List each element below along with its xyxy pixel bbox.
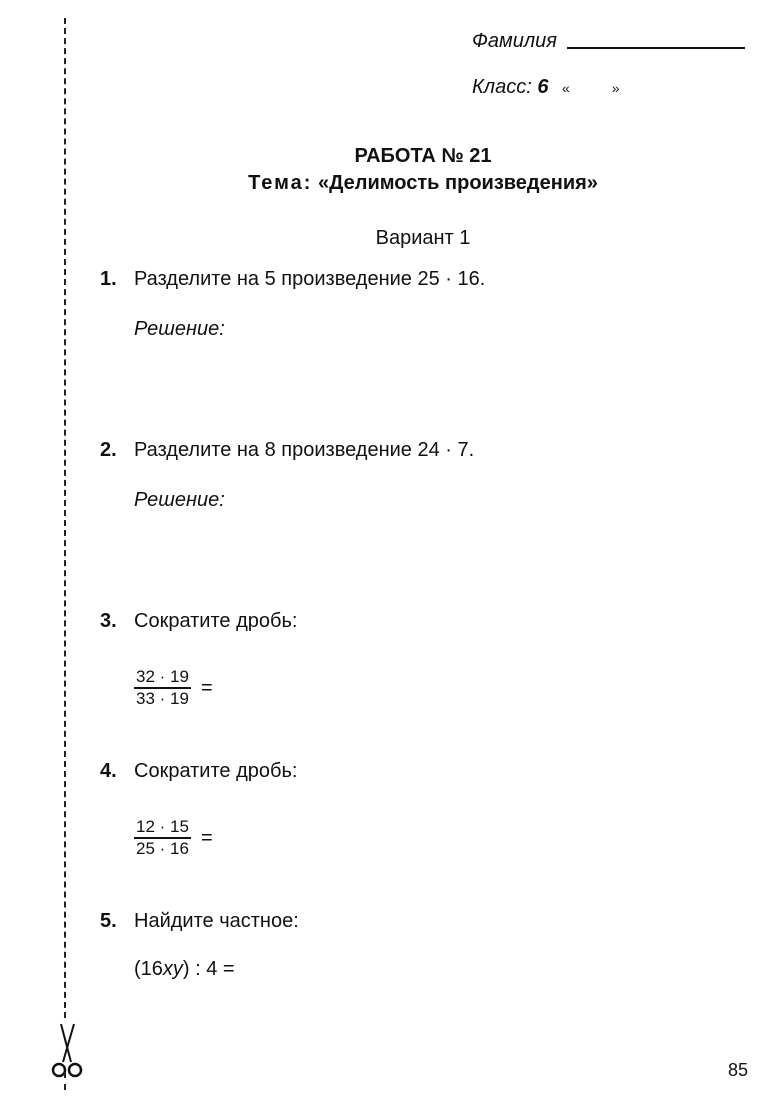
class-quote-close: » (611, 80, 620, 96)
task-number: 1. (100, 268, 117, 290)
topic-title (0, 172, 777, 195)
page-number: 85 (728, 1060, 749, 1080)
task-1 (100, 268, 485, 291)
task-number: 4. (100, 760, 117, 782)
scissors-icon (46, 1022, 86, 1084)
class-field (472, 76, 620, 99)
task-3 (100, 610, 297, 633)
task-text: Разделите на 5 произведение 25 · 16. (134, 268, 486, 290)
task-2-solution-label: Решение: (134, 489, 225, 511)
expression-open: (16 (134, 958, 163, 980)
fraction-numerator: 32 · 19 (134, 668, 191, 689)
variant-title: Вариант 1 (375, 227, 471, 249)
work-title: РАБОТА № 21 (354, 145, 492, 167)
task-text: Найдите частное: (134, 910, 299, 932)
task-4 (100, 760, 297, 783)
class-label: Класс: (472, 76, 532, 98)
task-text: Сократите дробь: (134, 760, 298, 782)
cut-line (64, 18, 66, 1018)
expression-rest: ) : 4 = (182, 958, 235, 980)
surname-label: Фамилия (472, 30, 557, 52)
fraction-denominator: 25 · 16 (136, 839, 189, 858)
task-1-solution-label: Решение: (134, 318, 225, 340)
task-5 (100, 910, 299, 933)
fraction-numerator: 12 · 15 (134, 818, 191, 839)
topic-text: «Делимость произведения» (318, 172, 598, 194)
expression-variable: xy (162, 958, 183, 980)
equals-sign: = (200, 826, 213, 849)
task-3-fraction (134, 668, 213, 708)
task-text: Сократите дробь: (134, 610, 298, 632)
task-text: Разделите на 8 произведение 24 · 7. (134, 439, 475, 461)
task-number: 5. (100, 910, 117, 932)
task-5-expression (134, 958, 235, 981)
fraction-denominator: 33 · 19 (136, 689, 189, 708)
class-quote-open: « (562, 80, 570, 96)
task-number: 2. (100, 439, 117, 461)
surname-field (472, 30, 745, 53)
task-4-fraction (134, 818, 213, 858)
surname-blank-line (567, 47, 745, 49)
cut-line-tail (64, 1072, 66, 1090)
topic-label: Тема: (248, 172, 313, 194)
task-2 (100, 439, 474, 462)
class-grade: 6 (537, 76, 549, 98)
equals-sign: = (200, 676, 213, 699)
task-number: 3. (100, 610, 117, 632)
